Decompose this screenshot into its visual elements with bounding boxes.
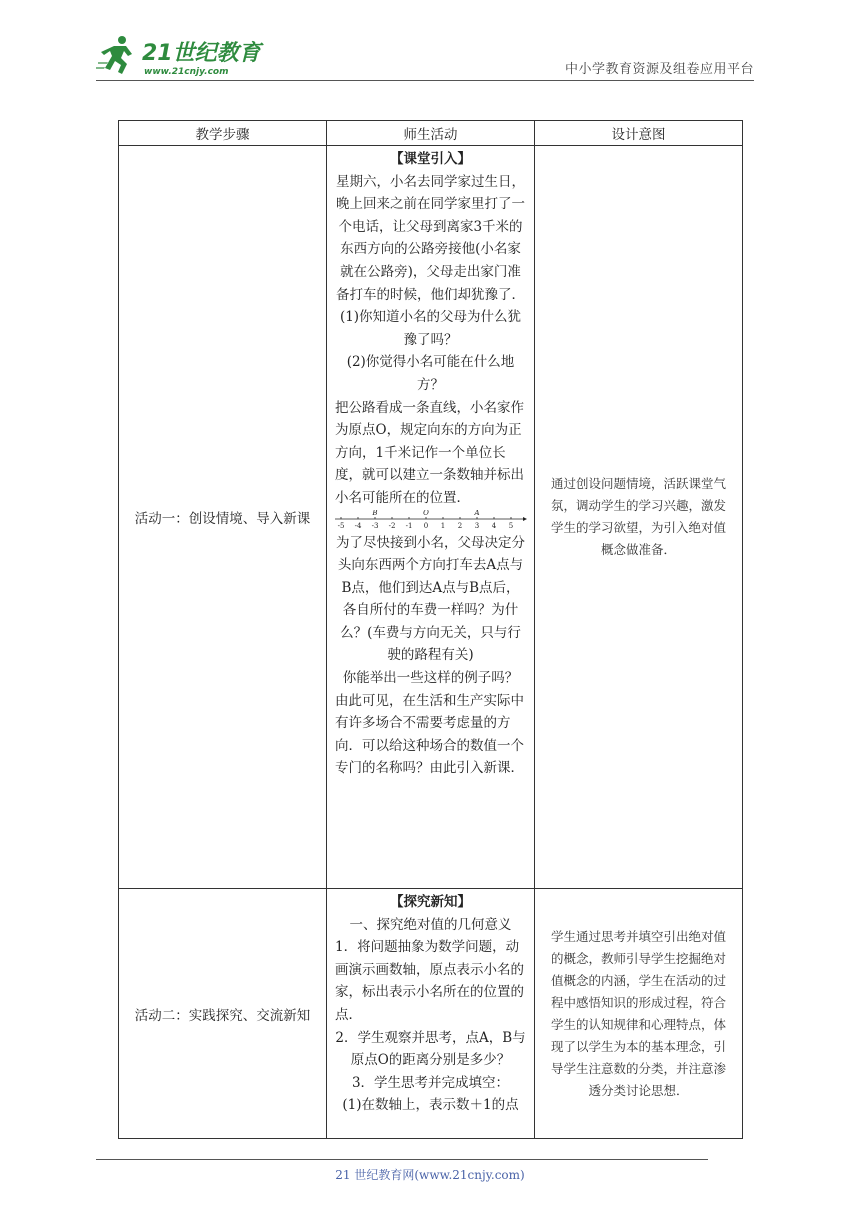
intent-cell: 学生通过思考并填空引出绝对值的概念，教师引导学生挖掘绝对值概念的内涵，学生在活动的过程中感悟知识的形成过程，符合学生的认知规律和心理特点，体现了以学生为本的基本理念，引导学生注意数的分类，并注意渗透分类讨论思想． [535, 889, 743, 1139]
table-row [119, 889, 743, 1139]
point-label-a: A [474, 509, 480, 517]
paragraph: 为了尽快接到小名，父母决定分头向东西两个方向打车去A点与B点，他们到达A点与B点后，各自所付的车费一样吗？为什么？(车费与方向无关，只与行驶的路程有关) [336, 534, 525, 664]
step-cell: 活动一：创设情境、导入新课 [119, 146, 327, 889]
platform-name: 中小学教育资源及组卷应用平台 [564, 62, 754, 77]
tick-label: 5 [508, 521, 514, 530]
runner-icon [96, 36, 132, 74]
footer-text: 21 世纪教育网(www.21cnjy.com) [335, 1168, 525, 1182]
tick-label: 3 [474, 521, 480, 530]
header-divider [96, 80, 754, 81]
question: 你能举出一些这样的例子吗？ [342, 670, 519, 687]
logo-url: www.21cnjy.com [144, 67, 229, 77]
step-cell: 活动二：实践探究、交流新知 [119, 889, 327, 1139]
activity-cell [327, 889, 535, 1139]
lesson-plan-table [118, 120, 743, 1139]
tick-label: 2 [457, 521, 463, 530]
logo [96, 34, 266, 80]
tick-label: -5 [337, 521, 345, 530]
paragraph: 一、探究绝对值的几何意义 [349, 916, 512, 933]
tick-label: 4 [491, 521, 497, 530]
tick-label: 0 [423, 521, 429, 530]
logo-text: 21世纪教育 [142, 41, 261, 66]
column-header: 师生活动 [327, 121, 535, 146]
paragraph: 星期六，小名去同学家过生日，晚上回来之前在同学家里打了一个电话，让父母到离家3千米的东西方向的公路旁接他(小名家就在公路旁)，父母走出家门准备打车的时候，他们却犹豫了． [336, 173, 525, 303]
tick-label: 1 [440, 521, 446, 530]
section-title: 【课堂引入】 [390, 151, 471, 167]
tick-label: -1 [405, 521, 413, 530]
page-header [0, 0, 860, 90]
column-header: 教学步骤 [119, 121, 327, 146]
paragraph: (1)在数轴上，表示数＋1的点 [342, 1097, 519, 1114]
point-label-o: O [423, 509, 429, 517]
paragraph: 1．将问题抽象为数学问题，动画演示画数轴，原点表示小名的家，标出表示小名所在的位置的点． [335, 939, 524, 1023]
point-label-b: B [372, 509, 378, 517]
intent-cell: 通过创设问题情境，活跃课堂气氛，调动学生的学习兴趣，激发学生的学习欲望，为引入绝对值概念做准备． [535, 146, 743, 889]
paragraph: 3．学生思考并完成填空： [351, 1074, 510, 1091]
number-line-figure [333, 510, 527, 532]
tick-label: -2 [388, 521, 396, 530]
table-row [119, 146, 743, 889]
tick-label: -3 [371, 521, 379, 530]
footer-divider [96, 1159, 708, 1160]
activity-cell [327, 146, 535, 889]
column-header: 设计意图 [535, 121, 743, 146]
tick-label: -4 [354, 521, 362, 530]
section-title: 【探究新知】 [390, 894, 471, 910]
question: (1)你知道小名的父母为什么犹豫了吗？ [339, 309, 522, 348]
table-header-row [119, 121, 743, 146]
paragraph: 2．学生观察并思考，点A，B与原点O的距离分别是多少？ [335, 1029, 526, 1069]
paragraph: 由此可见，在生活和生产实际中有许多场合不需要考虑量的方向．可以给这种场合的数值一个专门的名称吗？由此引入新课． [335, 692, 524, 777]
paragraph: 把公路看成一条直线，小名家作为原点O，规定向东的方向为正方向，1千米记作一个单位长度，就可以建立一条数轴并标出小名可能所在的位置． [335, 399, 524, 506]
question: (2)你觉得小名可能在什么地方？ [346, 354, 515, 393]
